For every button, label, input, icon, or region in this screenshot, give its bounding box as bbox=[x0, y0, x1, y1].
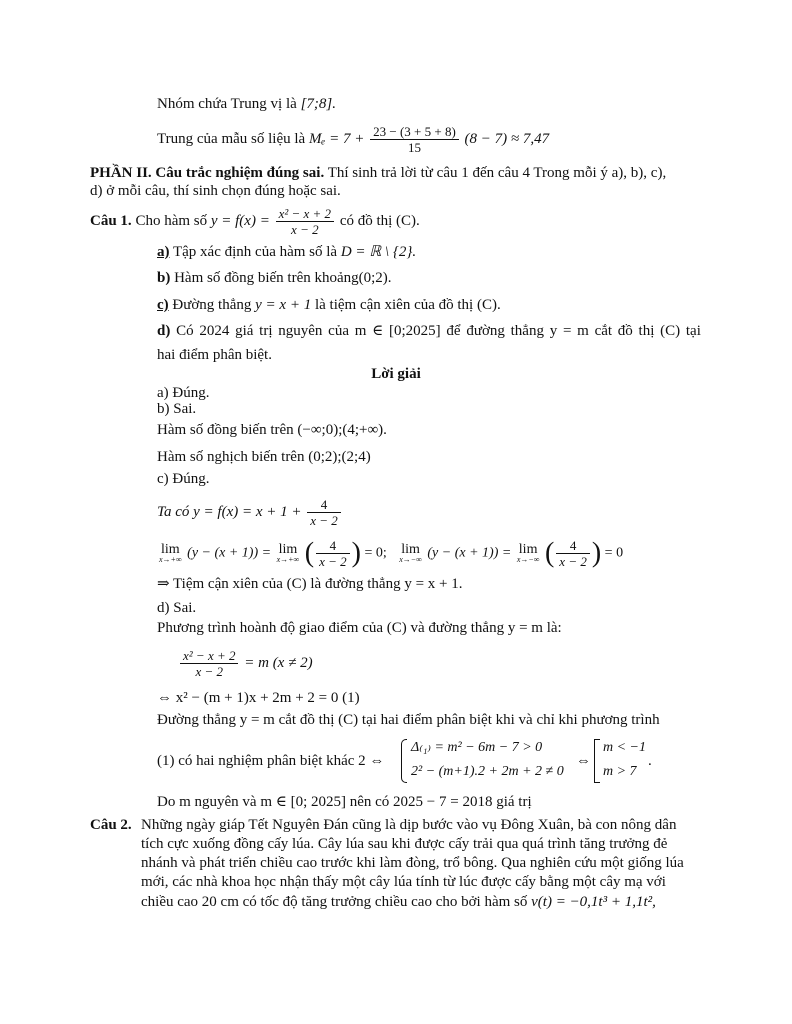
median-formula-lhs: Mₑ = 7 + bbox=[308, 130, 365, 147]
solution-c1 bbox=[157, 497, 343, 528]
limit-3-word: lim bbox=[401, 542, 420, 557]
solution-limits: lim x→+∞ (y − (x + 1)) = lim x→+∞ ( $\frac{4}{x - 2}$ ) = 0; lim x→−∞ (y − (x + 1)) = lim x→−∞ ( $\frac{4}{x - 2}$ ) = 0 bbox=[159, 537, 624, 569]
system-2-bracket bbox=[594, 739, 600, 783]
solution-c-conclusion: ⇒ Tiệm cận xiên của (C) là đường thẳng y = x + 1. bbox=[157, 576, 463, 592]
solution-d2 bbox=[178, 648, 313, 679]
solution-c1-fraction bbox=[307, 497, 341, 528]
limit-1 bbox=[159, 543, 182, 564]
q1-option-a bbox=[157, 242, 416, 262]
limit-4-num: 4 bbox=[569, 538, 577, 553]
limit-1-sub: x→+∞ bbox=[159, 555, 182, 564]
median-fraction-num: 23 − (3 + 5 + 8) bbox=[373, 124, 456, 139]
solution-c1-den: x − 2 bbox=[307, 512, 341, 528]
q1-d-label: d) bbox=[157, 323, 171, 339]
median-group-value: [7;8]. bbox=[300, 96, 336, 112]
q1-c-math: y = x + 1 bbox=[255, 297, 312, 313]
q1-stem-b: có đồ thị (C). bbox=[339, 212, 420, 229]
limit-2-sub: x→+∞ bbox=[276, 555, 300, 564]
limit-2-den: x − 2 bbox=[316, 553, 350, 569]
solution-b: b) Sai. bbox=[157, 401, 197, 417]
solution-c: c) Đúng. bbox=[157, 471, 210, 487]
q1-a-text: Tập xác định của hàm số là bbox=[172, 244, 338, 260]
system-2-line-1: m < −1 bbox=[603, 740, 647, 755]
limit-4-word: lim bbox=[518, 542, 538, 557]
q1-stem-a: Cho hàm số bbox=[135, 212, 208, 229]
solution-a: a) Đúng. bbox=[157, 385, 210, 401]
part2-instruction-2: d) ở mỗi câu, thí sinh chọn đúng hoặc sai. bbox=[90, 183, 341, 199]
q1-b-label: b) bbox=[157, 270, 171, 286]
median-formula-rhs: (8 − 7) ≈ 7,47 bbox=[464, 130, 550, 147]
q1-c-text2: là tiệm cận xiên của đồ thị (C). bbox=[314, 297, 501, 313]
limit-3-sub: x→−∞ bbox=[399, 555, 422, 564]
q2-line-2: tích cực xuống đồng cấy lúa. Cây lúa sau khi được cấy trải qua quá trình tăng trưởng đẻ bbox=[141, 836, 668, 852]
median-fraction-den: 15 bbox=[370, 139, 459, 155]
q1-d-text: Có 2024 giá trị nguyên của m ∈ [0;2025] để đường thẳng y = m cắt đồ thị (C) tại bbox=[176, 323, 701, 339]
solution-d3: ⇔ x² − (m + 1)x + 2m + 2 = 0 (1) bbox=[157, 690, 360, 706]
q1-a-math: D = ℝ \ {2}. bbox=[340, 244, 417, 260]
system-2-line-2: m > 7 bbox=[603, 764, 637, 779]
solution-d5: (1) có hai nghiệm phân biệt khác 2 ⇔ bbox=[157, 753, 385, 769]
limit-4-sub: x→−∞ bbox=[516, 555, 540, 564]
q1-option-b bbox=[157, 268, 392, 288]
limit-2-num: 4 bbox=[329, 538, 337, 553]
limit-3-body: (y − (x + 1)) = bbox=[427, 545, 512, 561]
median-group-label: Nhóm chứa Trung vị là bbox=[157, 96, 297, 112]
system-1-line-2: 2² − (m+1).2 + 2m + 2 ≠ 0 bbox=[411, 764, 564, 779]
solution-d: d) Sai. bbox=[157, 600, 197, 616]
q1-fraction bbox=[276, 206, 334, 237]
system-1-brace bbox=[401, 739, 407, 783]
q1-fx: y = f(x) = bbox=[210, 212, 270, 229]
solution-d1: Phương trình hoành độ giao điểm của (C) và đường thẳng y = m là: bbox=[157, 620, 562, 636]
q2-label: Câu 2. bbox=[90, 817, 132, 833]
q2-line-4: mới, các nhà khoa học nhận thấy một cây lúa tính từ lúc được cấy bằng một cây mạ với bbox=[141, 874, 666, 890]
median-formula-line bbox=[157, 124, 549, 155]
q2-line-5-text: chiều cao 20 cm có tốc độ tăng trưởng chiều cao cho bởi hàm số bbox=[141, 894, 528, 910]
q2-line-3: nhánh và phát triển chiều cao trước khi làm đòng, trổ bông. Qua nghiên cứu một giống lúa bbox=[141, 855, 684, 871]
q2-line-1: Những ngày giáp Tết Nguyên Đán cũng là dịp bước vào vụ Đông Xuân, bà con nông dân bbox=[141, 817, 677, 833]
median-fraction bbox=[370, 124, 459, 155]
q1-option-c bbox=[157, 295, 501, 315]
limit-4-fraction bbox=[556, 538, 590, 569]
limit-2-fraction bbox=[316, 538, 350, 569]
q1-stem bbox=[90, 206, 420, 237]
q1-c-label: c) bbox=[157, 297, 169, 313]
q1-fraction-num: x² − x + 2 bbox=[278, 206, 332, 221]
q1-b-text: Hàm số đồng biến trên khoảng(0;2). bbox=[174, 270, 392, 286]
solution-d2-den: x − 2 bbox=[180, 663, 238, 679]
limit-4 bbox=[517, 543, 540, 564]
median-label: Trung của mẫu số liệu là bbox=[157, 130, 306, 147]
q2-line-5 bbox=[141, 892, 656, 912]
limit-2-word: lim bbox=[278, 542, 298, 557]
q1-fraction-den: x − 2 bbox=[276, 221, 334, 237]
limit-3 bbox=[399, 543, 422, 564]
part2-instruction: Thí sinh trả lời từ câu 1 đến câu 4 Trong mỗi ý a), b), c), bbox=[327, 165, 667, 181]
limit-end: = 0 bbox=[604, 545, 624, 561]
system-1-line-1: Δ₍₁₎ = m² − 6m − 7 > 0 bbox=[411, 740, 543, 755]
solution-d4: Đường thẳng y = m cắt đồ thị (C) tại hai điểm phân biệt khi và chỉ khi phương trình bbox=[157, 712, 660, 728]
q1-c-text: Đường thẳng bbox=[172, 297, 252, 313]
part2-header bbox=[90, 163, 666, 183]
solution-b1: Hàm số đồng biến trên (−∞;0);(4;+∞). bbox=[157, 422, 387, 438]
solution-d2-num: x² − x + 2 bbox=[183, 648, 236, 663]
q1-label: Câu 1. bbox=[90, 212, 132, 229]
q1-option-d-2: hai điểm phân biệt. bbox=[157, 347, 272, 363]
solution-d6: Do m nguyên và m ∈ [0; 2025] nên có 2025 − 7 = 2018 giá trị bbox=[157, 794, 532, 810]
solution-d2-fraction bbox=[180, 648, 238, 679]
q1-a-label: a) bbox=[157, 244, 170, 260]
median-group-line bbox=[157, 94, 336, 114]
limit-2 bbox=[277, 543, 300, 564]
limit-1-word: lim bbox=[160, 542, 180, 557]
system-end-dot: . bbox=[648, 753, 652, 769]
solution-c1-num: 4 bbox=[320, 497, 328, 512]
q2-line-5-math: v(t) = −0,1t³ + 1,1t², bbox=[531, 894, 656, 910]
part2-title: PHẦN II. Câu trắc nghiệm đúng sai. bbox=[90, 165, 325, 181]
equivalence-symbol: ⇔ bbox=[576, 753, 591, 769]
solution-c1-lhs: Ta có y = f(x) = x + 1 + bbox=[157, 503, 302, 520]
limit-4-den: x − 2 bbox=[556, 553, 590, 569]
limit-1-body: (y − (x + 1)) = bbox=[187, 545, 272, 561]
q1-option-d bbox=[157, 321, 701, 341]
limit-mid: = 0; bbox=[364, 545, 387, 561]
solution-title: Lời giải bbox=[371, 366, 421, 382]
solution-b2: Hàm số nghịch biến trên (0;2);(2;4) bbox=[157, 449, 371, 465]
solution-d2-rhs: = m (x ≠ 2) bbox=[244, 654, 313, 671]
